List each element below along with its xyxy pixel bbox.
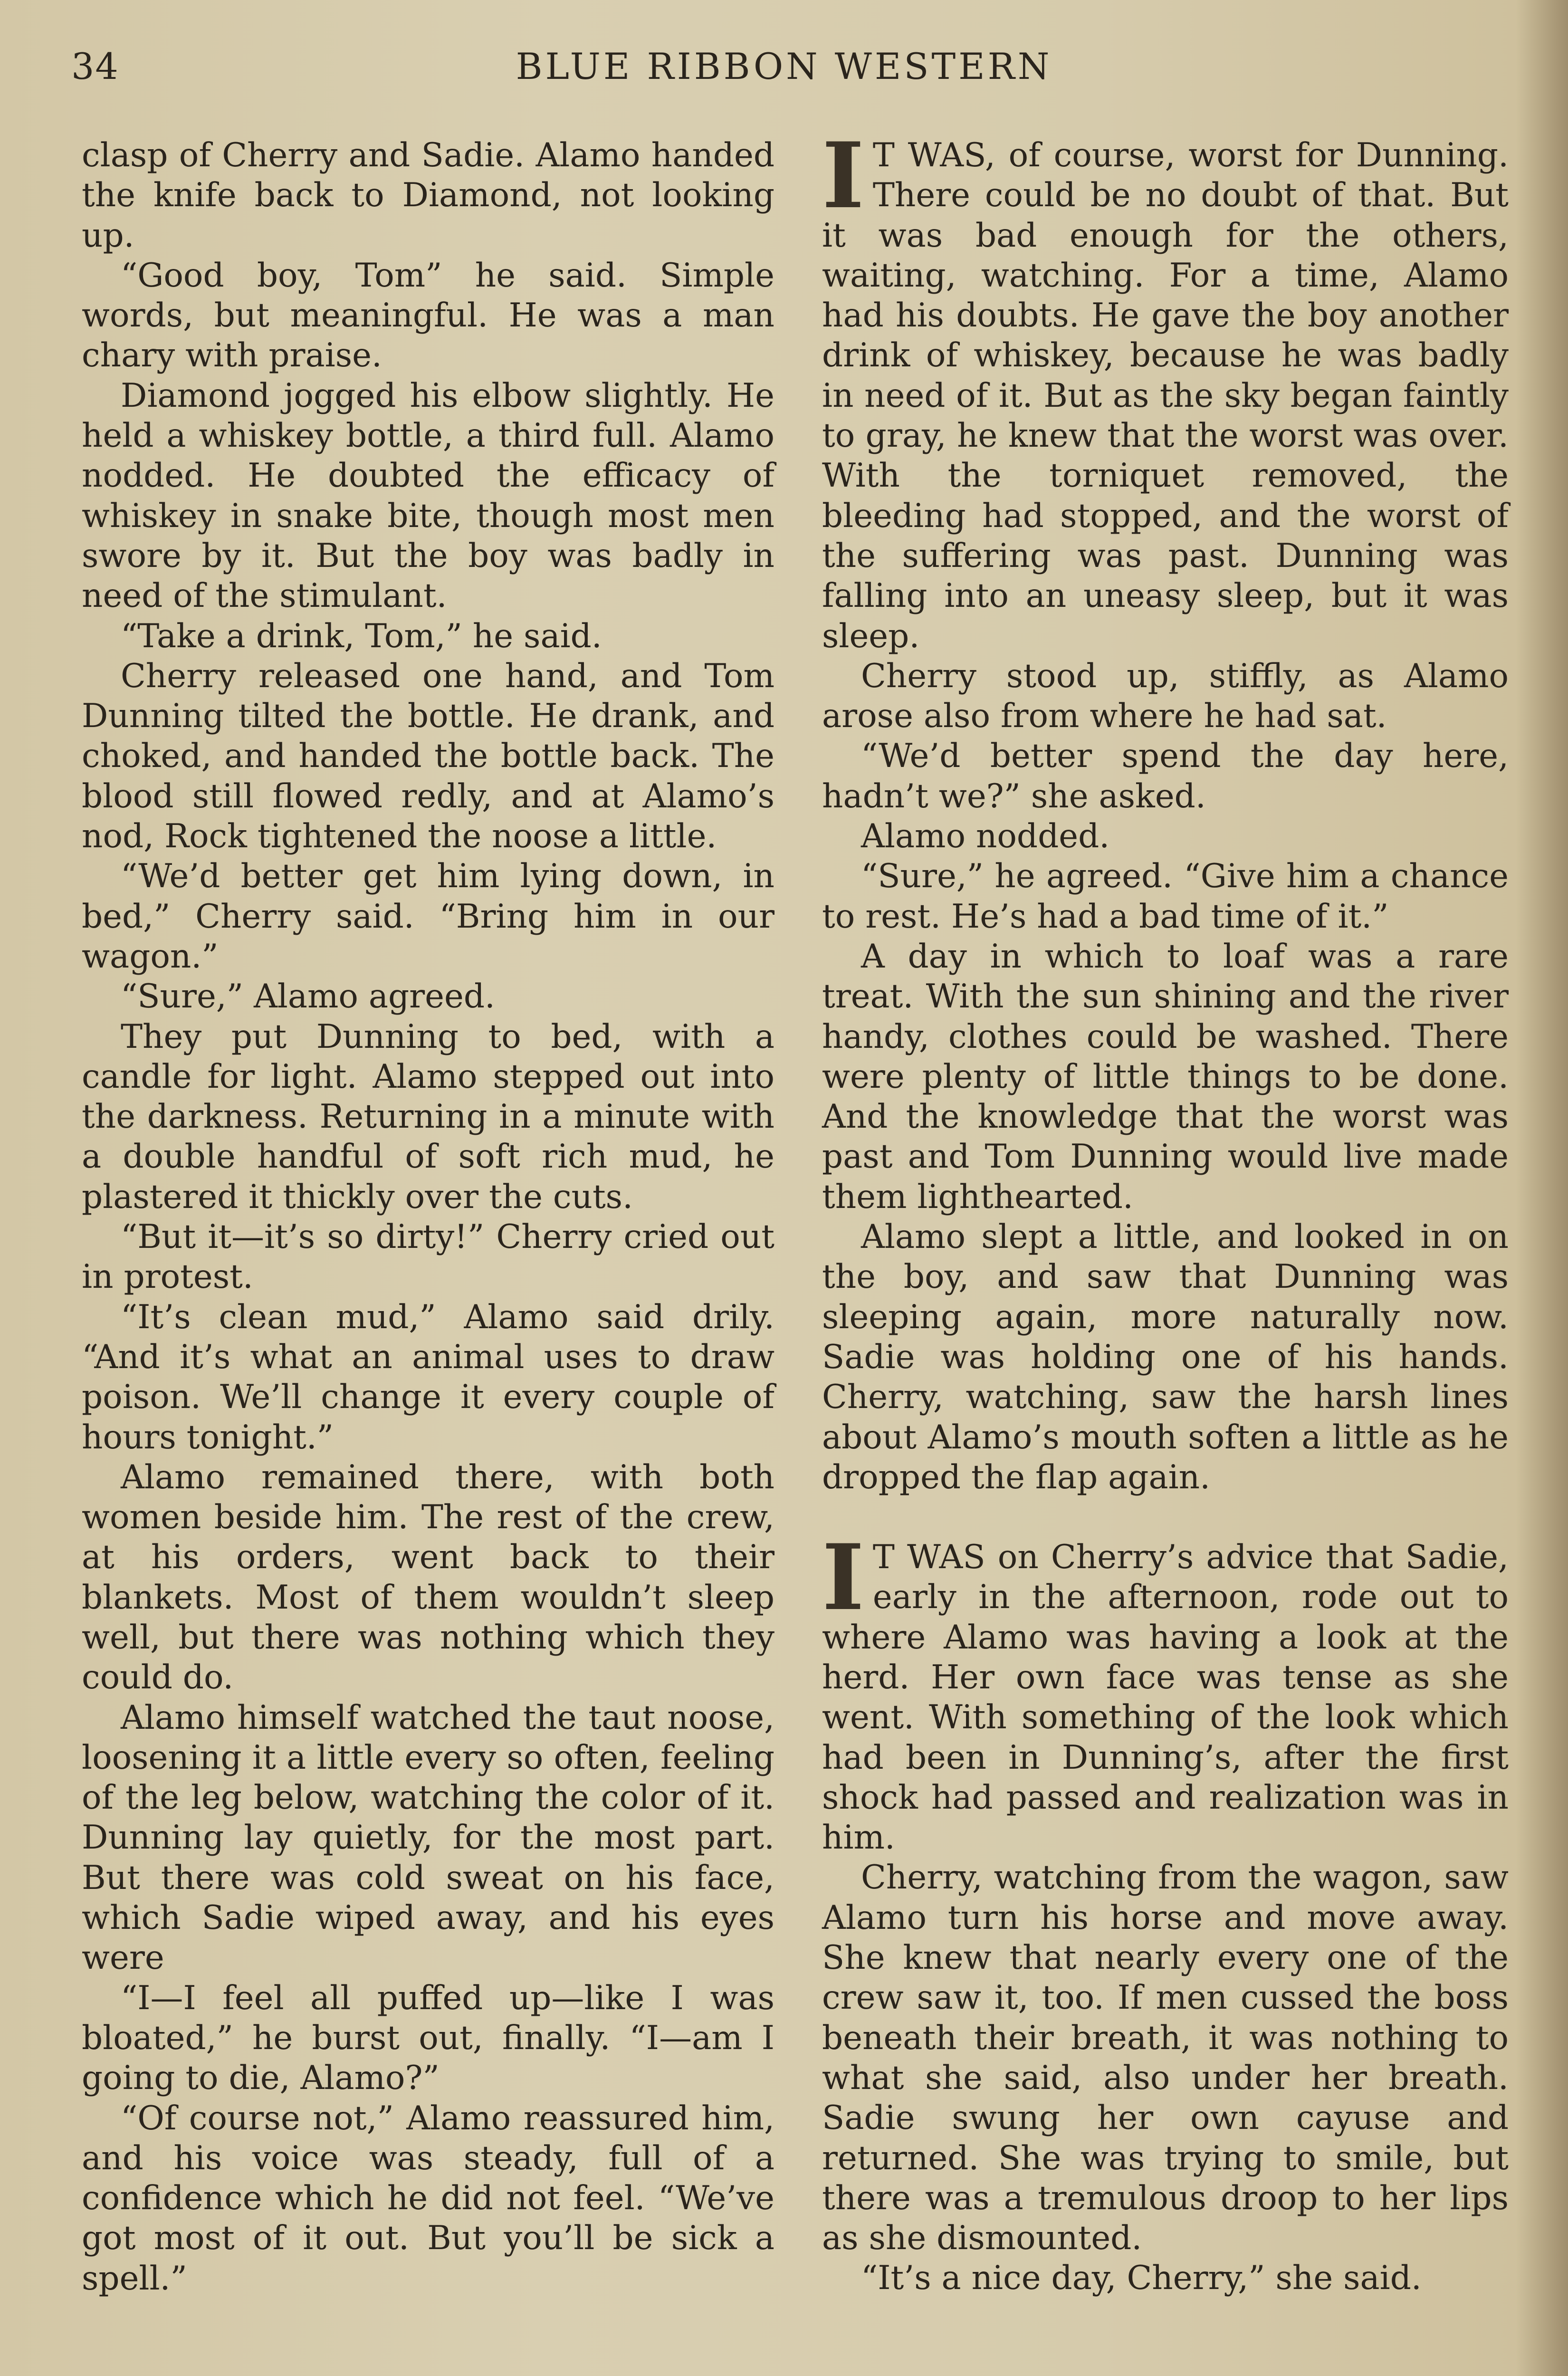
paragraph: Alamo himself watched the taut noose, loosening it a little every so often, feeling of the leg below, watching the color of it. Dunning lay quietly, for the most part. But there was cold sweat on his face, which Sadie wiped away, and his eyes were bbox=[82, 1698, 774, 1977]
section-opening-paragraph bbox=[822, 1524, 1509, 1858]
paragraph: Cherry, watching from the wagon, saw Alamo turn his horse and move away. She knew that nearly every one of the crew saw it, too. If men cussed the boss beneath their breath, it was nothing to what she said, also under her breath. Sadie swung her own cayuse and returned. She was trying to smile, but there was a tremulous droop to her lips as she dismounted. bbox=[822, 1859, 1509, 2258]
paragraph: “It’s a nice day, Cherry,” she said. bbox=[861, 2259, 1422, 2298]
paragraph: Alamo remained there, with both women beside him. The rest of the crew, at his orders, went back to their blankets. Most of them wouldn’t sleep well, but there was nothing which they could do. bbox=[82, 1458, 774, 1697]
drop-cap: I bbox=[822, 1524, 864, 1631]
page-number: 34 bbox=[71, 45, 119, 87]
left-column bbox=[82, 135, 774, 2299]
right-column bbox=[822, 123, 1509, 2299]
paragraph: Alamo slept a little, and looked in on the boy, and saw that Dunning was sleeping again, more naturally now. Sadie was holding one of his hands. Cherry, watching, saw the harsh lines about Alamo’s mouth soften a little as he dropped the flap again. bbox=[822, 1218, 1509, 1496]
paragraph: “Of course not,” Alamo reassured him, and his voice was steady, full of a confidence which he did not feel. “We’ve got most of it out. But you’ll be sick a spell.” bbox=[82, 2099, 774, 2298]
paragraph: A day in which to loaf was a rare treat. With the sun shining and the river handy, clothes could be washed. There were plenty of little things to be done. And the knowledge that the worst was past and Tom Dunning would live made them lighthearted. bbox=[822, 937, 1509, 1216]
paragraph: Diamond jogged his elbow slightly. He held a whiskey bottle, a third full. Alamo nodded. He doubted the efficacy of whiskey in snake bite, though most men swore by it. But the boy was badly in need of the stimulant. bbox=[82, 376, 774, 615]
paragraph: Alamo nodded. bbox=[861, 817, 1110, 856]
page-binding-shadow bbox=[1516, 0, 1568, 2376]
section-opening-paragraph bbox=[822, 123, 1509, 656]
paragraph: “Good boy, Tom” he said. Simple words, but meaningful. He was a man chary with praise. bbox=[82, 256, 774, 375]
paragraph: Cherry released one hand, and Tom Dunning tilted the bottle. He drank, and choked, and handed the bottle back. The blood still flowed redly, and at Alamo’s nod, Rock tightened the noose a little. bbox=[82, 657, 774, 856]
paragraph-text: T WAS on Cherry’s advice that Sadie, early in the afternoon, rode out to where Alamo was having a look at the herd. Her own face was tense as she went. With something of the look which had been in Dunning’s, after the first shock had passed and realization was in him. bbox=[822, 1538, 1509, 1857]
paragraph: “I—I feel all puffed up—like I was bloated,” he burst out, finally. “I—am I going to die, Alamo?” bbox=[82, 1979, 774, 2098]
running-head: BLUE RIBBON WESTERN bbox=[516, 45, 1052, 87]
paragraph: clasp of Cherry and Sadie. Alamo handed the knife back to Diamond, not looking up. bbox=[82, 136, 774, 255]
paragraph: They put Dunning to bed, with a candle for light. Alamo stepped out into the darkness. Returning in a minute with a double handful of soft rich mud, he plastered it thickly over the cuts. bbox=[82, 1017, 774, 1216]
paragraph: “It’s clean mud,” Alamo said drily. “And it’s what an animal uses to draw poison. We’ll change it every couple of hours tonight.” bbox=[82, 1298, 774, 1456]
paragraph: Cherry stood up, stiffly, as Alamo arose also from where he had sat. bbox=[822, 657, 1509, 736]
page-header bbox=[71, 45, 1497, 97]
drop-cap: I bbox=[822, 123, 864, 229]
paragraph: “Take a drink, Tom,” he said. bbox=[121, 617, 602, 655]
paragraph: “We’d better spend the day here, hadn’t we?” she asked. bbox=[822, 737, 1509, 815]
paragraph: “But it—it’s so dirty!” Cherry cried out in protest. bbox=[82, 1218, 774, 1296]
paragraph: “Sure,” Alamo agreed. bbox=[121, 977, 495, 1016]
paragraph-text: T WAS, of course, worst for Dunning. There could be no doubt of that. But it was bad enough for the others, waiting, watching. For a time, Alamo had his doubts. He gave the boy another drink of whiskey, because he was badly in need of it. But as the sky began faintly to gray, he knew that the worst was over. With the torniquet removed, the bleeding had stopped, and the worst of the suffering was past. Dunning was falling into an uneasy sleep, but it was sleep. bbox=[822, 136, 1509, 655]
paragraph: “We’d better get him lying down, in bed,” Cherry said. “Bring him in our wagon.” bbox=[82, 857, 774, 976]
paragraph: “Sure,” he agreed. “Give him a chance to rest. He’s had a bad time of it.” bbox=[822, 857, 1509, 936]
